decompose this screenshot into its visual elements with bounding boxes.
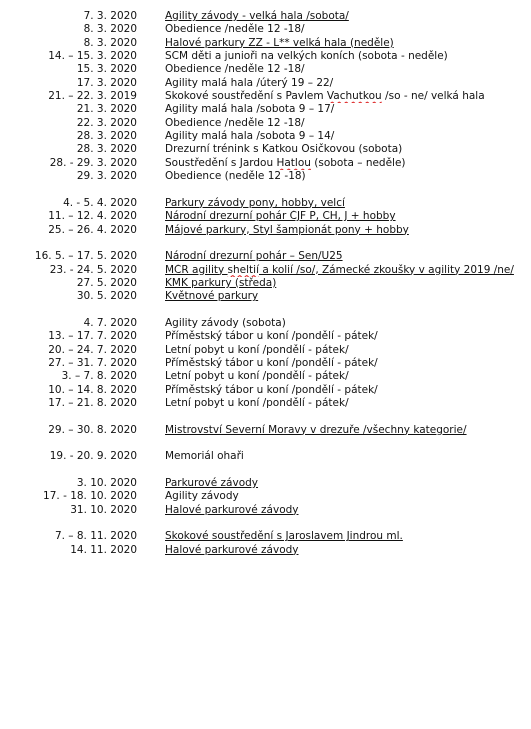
event-text: Obedience /neděle 12 -18/ (165, 116, 305, 129)
event-title (165, 224, 531, 237)
event-date: 14. 11. 2020 (70, 543, 137, 556)
event-title (165, 530, 531, 543)
event-row (0, 504, 531, 517)
event-date: 15. 3. 2020 (76, 63, 137, 76)
event-row (0, 37, 531, 50)
event-row (0, 490, 531, 503)
event-date: 27. 5. 2020 (76, 276, 137, 289)
event-date: 22. 3. 2020 (76, 116, 137, 129)
event-date: 16. 5. – 17. 5. 2020 (34, 250, 137, 263)
event-date: 21. – 22. 3. 2019 (48, 90, 137, 103)
event-date: 19. - 20. 9. 2020 (49, 450, 137, 463)
event-title (165, 143, 531, 156)
event-schedule (0, 10, 531, 557)
event-text: Mistrovství Severní Moravy v drezuře /všechny kategorie/ (165, 423, 467, 436)
spacer (0, 517, 531, 530)
event-row (0, 10, 531, 23)
event-title (165, 23, 531, 36)
spacer (0, 183, 531, 196)
event-text: Národní drezurní pohár ČJF P, CH, J + hobby (165, 210, 396, 223)
spacer (0, 437, 531, 450)
event-text: Májové parkury, Styl šampionát pony + hobby (165, 223, 409, 236)
event-row (0, 384, 531, 397)
event-row (0, 77, 531, 90)
event-date: 25. – 26. 4. 2020 (48, 223, 137, 236)
event-text: Příměstský tábor u koní /pondělí - pátek/ (165, 356, 378, 369)
event-text: Národní drezurní pohár – Sen/U25 (165, 250, 343, 263)
event-row (0, 157, 531, 170)
event-date: 20. – 24. 7. 2020 (48, 343, 137, 356)
event-date: 29. – 30. 8. 2020 (48, 423, 137, 436)
event-row (0, 544, 531, 557)
event-date: 8. 3. 2020 (83, 23, 137, 36)
event-text: Soustředění s Jardou (165, 156, 277, 169)
event-text: (sobota – neděle) (310, 156, 406, 169)
event-title (165, 477, 531, 490)
event-title (165, 504, 531, 517)
event-title (165, 103, 531, 116)
event-title (165, 117, 531, 130)
event-row (0, 130, 531, 143)
event-title (165, 290, 531, 303)
event-date: 3. 10. 2020 (76, 477, 137, 490)
event-row (0, 330, 531, 343)
event-text: Letní pobyt u koní /pondělí - pátek/ (165, 343, 349, 356)
event-title (165, 50, 531, 63)
event-title (165, 90, 531, 103)
event-date: 4. - 5. 4. 2020 (63, 196, 137, 209)
event-title (165, 130, 531, 143)
event-text: a kolií /so/, Zámecké zkoušky v agility 2019 /ne/ (259, 263, 514, 276)
spacer (0, 237, 531, 250)
event-title (165, 157, 531, 170)
event-text: Agility malá hala /úterý 19 – 22/ (165, 76, 334, 89)
spellcheck-word: Hatlou (276, 156, 311, 169)
event-text: Obedience /neděle 12 -18/ (165, 63, 305, 76)
event-row (0, 317, 531, 330)
event-text: Letní pobyt u koní /pondělí - pátek/ (165, 396, 349, 409)
event-title (165, 250, 531, 263)
event-title (165, 544, 531, 557)
event-title (165, 10, 531, 23)
event-date: 8. 3. 2020 (83, 36, 137, 49)
event-title (165, 264, 531, 277)
event-title (165, 424, 531, 437)
event-title (165, 77, 531, 90)
event-title (165, 357, 531, 370)
event-row (0, 290, 531, 303)
event-row (0, 23, 531, 36)
event-text: KMK parkury (středa) (165, 276, 277, 289)
event-text: /so - ne/ velká hala (381, 90, 485, 103)
event-row (0, 264, 531, 277)
event-date: 14. – 15. 3. 2020 (48, 50, 137, 63)
event-date: 31. 10. 2020 (70, 503, 137, 516)
event-title (165, 344, 531, 357)
event-text: Příměstský tábor u koní /pondělí - pátek/ (165, 330, 378, 343)
event-date: 3. – 7. 8. 2020 (61, 370, 137, 383)
event-text: Příměstský tábor u koní /pondělí - pátek/ (165, 383, 378, 396)
event-text: Obedience /neděle 12 -18/ (165, 23, 305, 36)
event-title (165, 277, 531, 290)
event-title (165, 330, 531, 343)
event-title (165, 384, 531, 397)
event-title (165, 210, 531, 223)
event-text: Agility závody - velká hala /sobota/ (165, 10, 349, 22)
event-row (0, 250, 531, 263)
event-title (165, 197, 531, 210)
event-text: Letní pobyt u koní /pondělí - pátek/ (165, 370, 349, 383)
event-text: Skokové soustředění s Jaroslavem Jindrou ml. (165, 530, 403, 543)
spacer (0, 464, 531, 477)
event-row (0, 63, 531, 76)
event-date: 28. 3. 2020 (76, 130, 137, 143)
event-date: 21. 3. 2020 (76, 103, 137, 116)
event-text: Agility malá hala /sobota 9 – 14/ (165, 130, 335, 143)
event-row (0, 103, 531, 116)
event-title (165, 370, 531, 383)
event-title (165, 397, 531, 410)
spacer (0, 304, 531, 317)
spacer (0, 410, 531, 423)
event-title (165, 490, 531, 503)
event-text: Parkurové závody (165, 477, 259, 490)
event-text: Drezurní trénink s Katkou Osičkovou (sobota) (165, 143, 403, 156)
event-row (0, 530, 531, 543)
event-date: 17. 3. 2020 (76, 76, 137, 89)
event-row (0, 370, 531, 383)
event-row (0, 357, 531, 370)
event-text: Parkury závody pony, hobby, velcí (165, 196, 345, 209)
event-row (0, 344, 531, 357)
event-row (0, 210, 531, 223)
spellcheck-word: Vachutkou (326, 90, 382, 103)
event-text: Memoriál ohaři (165, 450, 244, 463)
event-row (0, 477, 531, 490)
event-title (165, 450, 531, 463)
event-date: 17. - 18. 10. 2020 (43, 490, 137, 503)
event-date: 10. – 14. 8. 2020 (48, 383, 137, 396)
event-date: 17. – 21. 8. 2020 (48, 396, 137, 409)
event-date: 23. - 24. 5. 2020 (49, 263, 137, 276)
event-text: Agility malá hala /sobota 9 – 17/ (165, 103, 335, 116)
spellcheck-word: sheltií (227, 263, 260, 276)
event-row (0, 143, 531, 156)
event-row (0, 424, 531, 437)
event-row (0, 450, 531, 463)
event-date: 29. 3. 2020 (76, 170, 137, 183)
event-row (0, 117, 531, 130)
event-row (0, 277, 531, 290)
event-date: 7. – 8. 11. 2020 (54, 530, 137, 543)
event-title (165, 37, 531, 50)
event-text: Skokové soustředění s Pavlem (165, 90, 327, 103)
event-date: 27. – 31. 7. 2020 (48, 356, 137, 369)
event-text: Květnové parkury (165, 290, 259, 303)
event-date: 7. 3. 2020 (83, 10, 137, 22)
event-row (0, 90, 531, 103)
event-date: 28. - 29. 3. 2020 (49, 156, 137, 169)
event-title (165, 170, 531, 183)
event-date: 28. 3. 2020 (76, 143, 137, 156)
event-text: Agility závody (sobota) (165, 316, 286, 329)
event-date: 13. – 17. 7. 2020 (48, 330, 137, 343)
event-date: 30. 5. 2020 (76, 290, 137, 303)
event-text: Halové parkurové závody (165, 543, 299, 556)
event-text: Halové parkurové závody (165, 503, 299, 516)
event-row (0, 197, 531, 210)
event-date: 4. 7. 2020 (83, 316, 137, 329)
event-row (0, 224, 531, 237)
event-text: Agility závody (165, 490, 239, 503)
event-title (165, 317, 531, 330)
event-text: SCM děti a junioři na velkých koních (sobota - neděle) (165, 50, 448, 63)
event-text: Obedience (neděle 12 -18) (165, 170, 306, 183)
event-row (0, 50, 531, 63)
event-title (165, 63, 531, 76)
event-date: 11. – 12. 4. 2020 (48, 210, 137, 223)
event-row (0, 397, 531, 410)
event-row (0, 170, 531, 183)
event-text: MČR agility (165, 263, 228, 276)
event-text: Halové parkury ZZ - L** velká hala (neděle) (165, 36, 394, 49)
